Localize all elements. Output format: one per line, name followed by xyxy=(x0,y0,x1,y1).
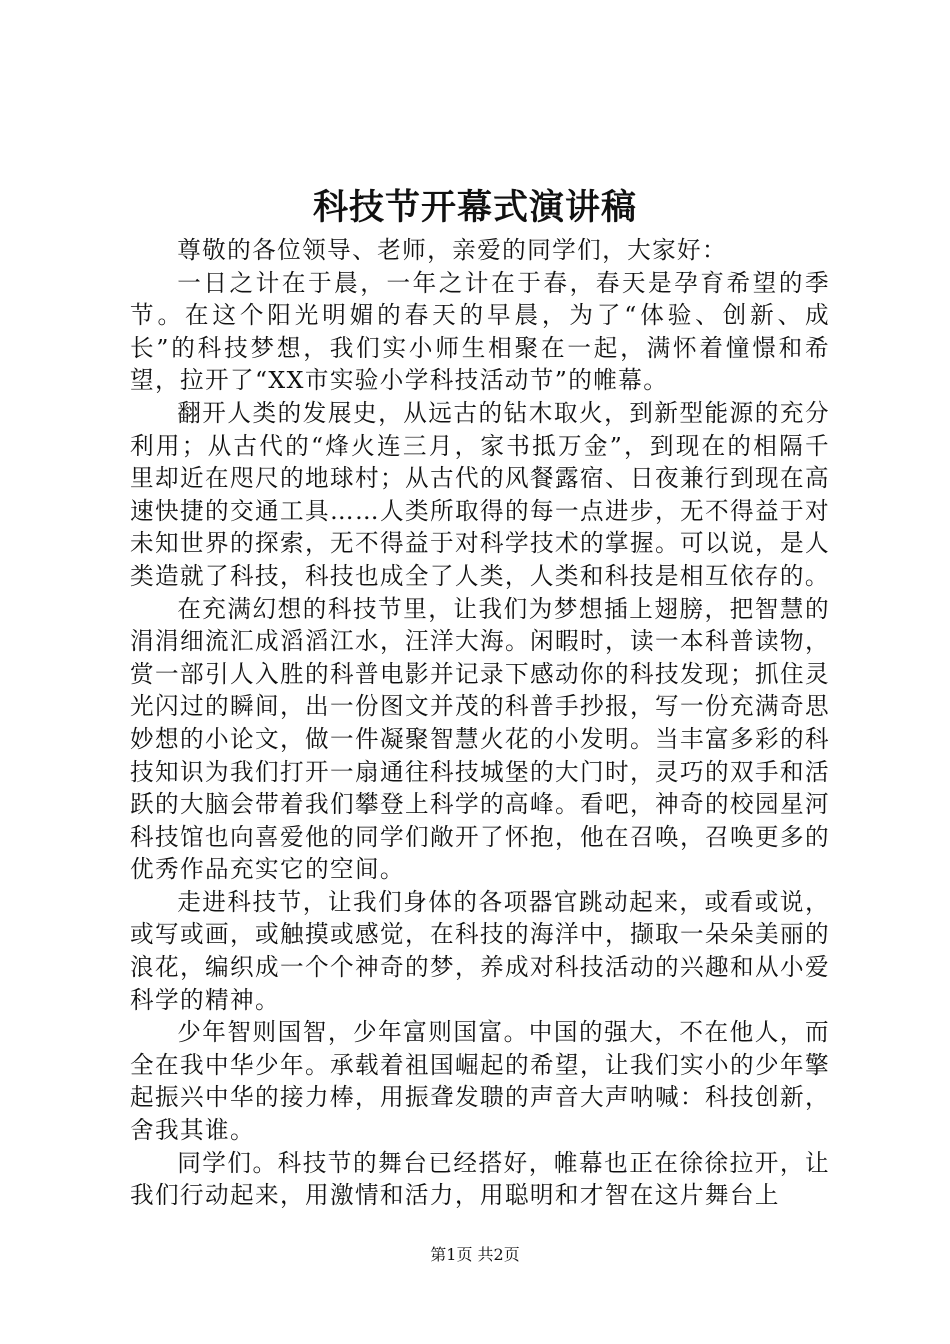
paragraph-history: 翻开人类的发展史，从远古的钻木取火，到新型能源的充分利用；从古代的“烽火连三月，家书抵万金”，到现在的相隔千里却近在咫尺的地球村；从古代的风餐露宿、日夜兼行到现在高速快捷的交通工具……人类所取得的每一点进步，无不得益于对未知世界的探索，无不得益于对科学技术的掌握。可以说，是人类造就了科技，科技也成全了人类，人类和科技是相互依存的。 xyxy=(130,398,830,590)
paragraph-closing: 同学们。科技节的舞台已经搭好，帷幕也正在徐徐拉开，让我们行动起来，用激情和活力，用聪明和才智在这片舞台上 xyxy=(130,1148,830,1210)
page-footer: 第1页 共2页 xyxy=(430,1245,520,1264)
paragraph-greeting: 尊敬的各位领导、老师，亲爱的同学们，大家好： xyxy=(177,236,728,264)
document-body xyxy=(130,234,830,1212)
paragraph-imagination: 在充满幻想的科技节里，让我们为梦想插上翅膀，把智慧的涓涓细流汇成滔滔江水，汪洋大海。闲暇时，读一本科普读物，赏一部引人入胜的科普电影并记录下感动你的科技发现；抓住灵光闪过的瞬间，出一份图文并茂的科普手抄报，写一份充满奇思妙想的小论文，做一件凝聚智慧火花的小发明。当丰富多彩的科技知识为我们打开一扇通往科技城堡的大门时，灵巧的双手和活跃的大脑会带着我们攀登上科学的高峰。看吧，神奇的校园星河科技馆也向喜爱他的同学们敞开了怀抱，他在召唤，召唤更多的优秀作品充实它的空间。 xyxy=(130,594,830,884)
paragraph-opening: 一日之计在于晨，一年之计在于春，春天是孕育希望的季节。在这个阳光明媚的春天的早晨，为了“体验、创新、成长”的科技梦想，我们实小师生相聚在一起，满怀着憧憬和希望，拉开了“XX市实验小学科技活动节”的帷幕。 xyxy=(130,268,830,395)
paragraph-youth: 少年智则国智，少年富则国富。中国的强大，不在他人，而全在我中华少年。承载着祖国崛起的希望，让我们实小的少年擎起振兴中华的接力棒，用振聋发聩的声音大声呐喊：科技创新，舍我其谁。 xyxy=(130,1018,830,1145)
document-title: 科技节开幕式演讲稿 xyxy=(312,187,637,228)
paragraph-participation: 走进科技节，让我们身体的各项器官跳动起来，或看或说，或写或画，或触摸或感觉，在科技的海洋中，撷取一朵朵美丽的浪花，编织成一个个神奇的梦，养成对科技活动的兴趣和从小爱科学的精神。 xyxy=(130,887,830,1014)
